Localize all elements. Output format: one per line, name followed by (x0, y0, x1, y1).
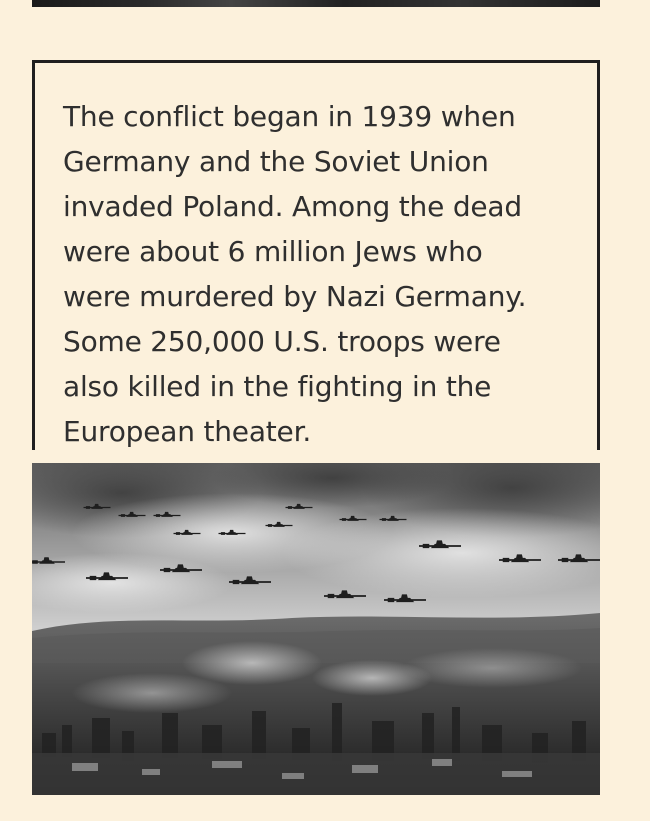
aerial-photo (32, 463, 600, 795)
text-card (32, 60, 600, 450)
bombers-over-city-image (32, 463, 600, 795)
article-paragraph: The conflict began in 1939 when Germany and the Soviet Union invaded Poland. Among the dead were about 6 million Jews who were murdered by Nazi Germany. Some 250,000 U.S. troops were also killed in the fighting in the European theater. (63, 100, 527, 448)
previous-photo-strip (32, 0, 600, 7)
